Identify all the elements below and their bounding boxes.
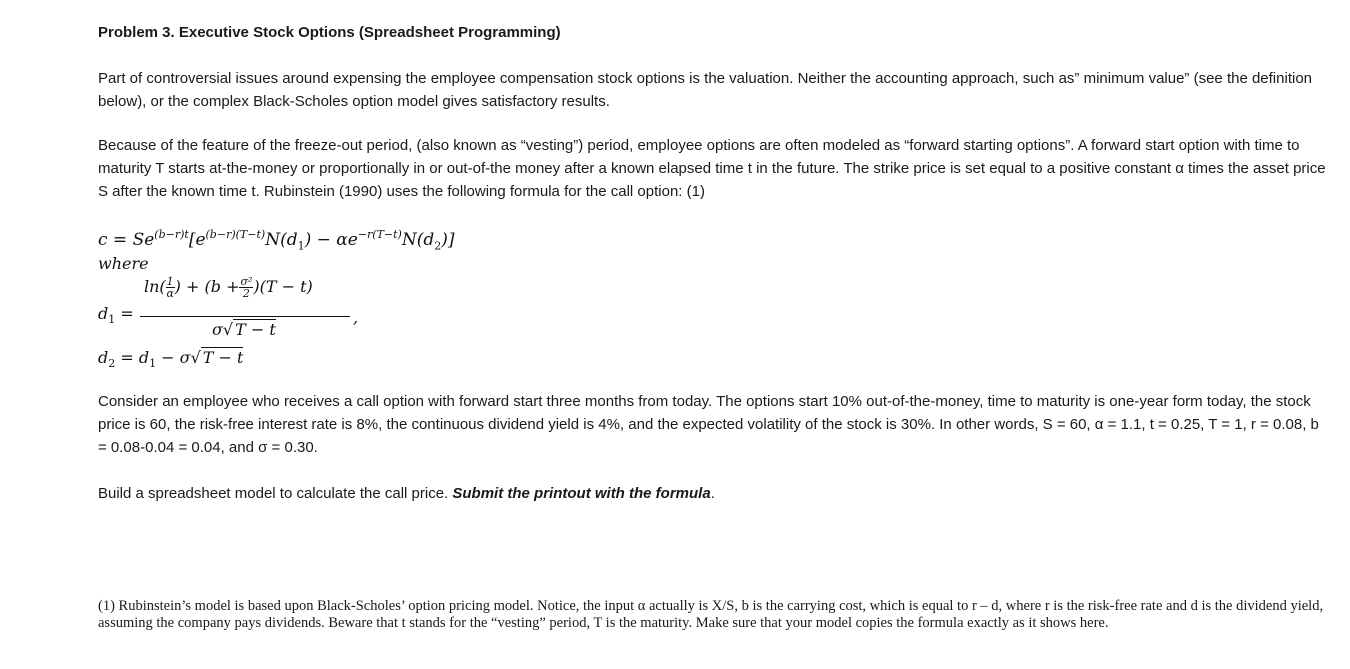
instruction-emphasis: Submit the printout with the formula	[452, 485, 711, 502]
formula-text: N(d	[401, 230, 435, 250]
d1-denominator: σ√ T − t	[212, 320, 276, 339]
d1-numerator	[144, 276, 313, 299]
footnote: (1) Rubinstein’s model is based upon Black-Scholes’ option pricing model. Notice, the input α actually is X/S, b is the carrying cost, which is equal to r – d, where r is the risk-free rate and d is the dividend yield, assuming the company pays dividends. Beware that t stands for the “vesting” period, T is the maturity. Make sure that your model copies the formula exactly as it shows here.	[98, 598, 1324, 631]
formula-subscript: 2	[108, 357, 116, 371]
formula-text: N(d	[265, 230, 298, 250]
formula-text: ) + (b +	[174, 277, 240, 296]
problem-title: Problem 3. Executive Stock Options (Spreadsheet Programming)	[98, 24, 561, 41]
formula-text: [e	[188, 230, 206, 250]
formula-subscript: 1	[149, 357, 157, 371]
formula-subscript: 2	[434, 239, 442, 253]
d1-lhs	[98, 304, 134, 326]
formula-exponent: (b−r)(T−t)	[205, 228, 266, 241]
formula-text: =	[115, 304, 134, 323]
sqrt-sign: √	[222, 320, 234, 339]
formula-text: c = Se	[98, 230, 155, 250]
sqrt-sign: √	[190, 348, 201, 367]
formula-text: )(T − t)	[253, 277, 313, 296]
instruction-text: Build a spreadsheet model to calculate the call price.	[98, 485, 453, 502]
formula-exponent: −r(T−t)	[357, 228, 402, 241]
where-label: where	[98, 254, 149, 273]
formula-subscript: 1	[108, 313, 116, 327]
formula-text: ln(	[144, 277, 166, 296]
formula-comma: ,	[353, 308, 359, 327]
example-paragraph: Consider an employee who receives a call option with forward start three months from today. The options start 10% out-of-the-money, time to maturity is one-year form today, the stock price is 60, the risk-free interest rate is 8%, the continuous dividend yield is 4%, and the expected volatility of the stock is 30%. In other words, S = 60, α = 1.1, t = 0.25, T = 1, r = 0.08, b = 0.08-0.04 = 0.04, and σ = 0.30.	[98, 393, 1319, 456]
sigma-squared-over-two: $\frac{\text{σ²}}{2}$	[240, 275, 253, 300]
instruction-end: .	[710, 485, 715, 502]
d2-formula	[98, 348, 243, 370]
one-over-alpha: $\frac{1}{\alpha}$	[166, 275, 174, 300]
d1-formula	[98, 276, 398, 346]
call-price-formula	[98, 228, 455, 252]
formula-text: T − t	[202, 348, 244, 367]
intro-paragraph: Part of controversial issues around expensing the employee compensation stock options is the valuation. Neither the accounting approach, such as” minimum value” (see the definition below), or the complex Black-Scholes option model gives satisfactory results.	[98, 70, 1313, 110]
fraction-bar	[140, 316, 350, 317]
forward-start-paragraph: Because of the feature of the freeze-out period, (also known as “vesting”) period, employee options are often modeled as “forward starting options”. A forward start option with time to maturity T starts at-the-money or proportionally in or out-of-the money after a known elapsed time t in the future. The strike price is set equal to a positive constant α times the asset price S after the known time t. Rubinstein (1990) uses the following formula for the call option: (1)	[98, 137, 1326, 200]
formula-text: d	[98, 348, 109, 367]
formula-text: d	[98, 304, 109, 323]
formula-exponent: (b−r)t	[154, 228, 189, 241]
instruction-paragraph	[98, 482, 1330, 505]
formula-text: − σ	[156, 348, 191, 367]
formula-text: = d	[115, 348, 150, 367]
formula-text: ) − αe	[304, 230, 358, 250]
formula-subscript: 1	[297, 239, 305, 253]
formula-text: )]	[441, 230, 455, 250]
